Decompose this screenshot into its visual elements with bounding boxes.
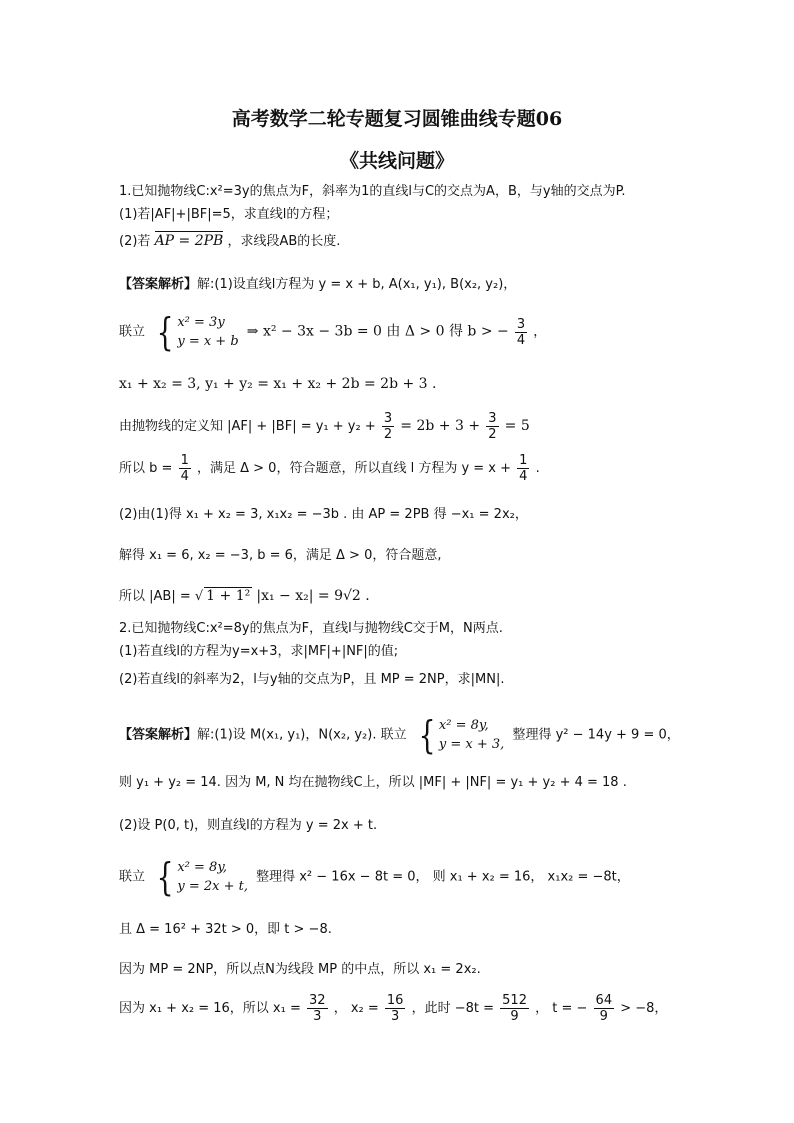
fraction [515,317,527,348]
fraction [179,453,191,484]
numerator: 3 [383,411,393,426]
answer2-line1 [119,713,680,757]
fraction [307,993,328,1024]
answer1-line4 [119,411,530,442]
answer1-line2 [119,310,547,354]
numerator: 512 [502,993,527,1008]
answer2-text7a: 因为 x₁ + x₂ = 16，所以 x₁ = [119,1001,301,1016]
answer2-line2: 则 y₁ + y₂ = 14. 因为 M, N 均在抛物线C上，所以 |MF| + |NF| = y₁ + y₂ + 4 = 18 . [119,775,627,790]
punctuation: . [535,461,540,476]
answer1-text5a: 所以 b = [119,461,173,476]
answer2-text1b: 整理得 y² − 14y + 9 = 0， [512,727,680,743]
equation-system [153,310,239,354]
problem1-part2-suffix: ，求线段AB的长度. [227,234,341,249]
answer2-line3: (2)设 P(0, t)，则直线l的方程为 y = 2x + t. [119,818,378,833]
answer1-line8 [119,585,370,604]
answer1-line1 [119,273,516,292]
answer1-text2: ⇒ x² − 3x − 3b = 0 由 Δ > 0 得 b > − [246,323,509,340]
fraction [500,993,529,1024]
problem2-part2: (2)若直线l的斜率为2，l与y轴的交点为P，且 MP = 2NP，求|MN|. [119,672,505,687]
numerator: 1 [180,453,189,468]
answer2-text1a: 解:(1)设 M(x₁, y₁)，N(x₂, y₂). 联立 [197,727,407,743]
answer2-text7c: ，此时 −8t = [411,1001,495,1016]
numerator: 32 [309,993,326,1008]
denominator: 3 [391,1009,400,1024]
sqrt-radicand: 1 + 1² [206,588,251,604]
problem1-part2-vector: AP = 2PB [154,233,224,249]
system-row: y = 2x + t, [177,879,248,894]
denominator: 4 [516,332,526,348]
denominator: 2 [383,427,393,442]
numerator: 3 [516,316,526,332]
answer2-line4 [119,855,630,899]
problem1-stem: 1.已知抛物线C:x²=3y的焦点为F，斜率为1的直线l与C的交点为A，B，与y轴的交点为P. [119,184,626,199]
answer2-text4: 整理得 x² − 16x − 8t = 0， 则 x₁ + x₂ = 16， x₁x₂ = −8t， [256,869,630,885]
answer1-text8b: |x₁ − x₂| = 9√2 . [256,588,370,604]
answer1-text4a: 由抛物线的定义知 |AF| + |BF| = y₁ + y₂ + [119,419,376,434]
denominator: 4 [519,469,528,484]
system-row: x² = 3y [177,315,225,330]
answer2-line7 [119,993,667,1024]
denominator: 3 [313,1009,322,1024]
denominator: 4 [180,469,189,484]
answer2-text7d: ， t = − [535,1001,588,1016]
system-row: x² = 8y, [177,860,228,875]
punctuation: ， [533,324,547,340]
problem1-part2-prefix: (2)若 [119,234,151,249]
system-row: y = x + 3, [438,737,505,752]
problem2-stem: 2.已知抛物线C:x²=8y的焦点为F，直线l与抛物线C交于M，N两点. [119,621,503,636]
denominator: 9 [510,1009,519,1024]
brace-icon: { [418,713,436,757]
numerator: 64 [595,993,613,1008]
answer1-line6: (2)由(1)得 x₁ + x₂ = 3, x₁x₂ = −3b . 由 AP = 2PB 得 −x₁ = 2x₂， [119,507,528,522]
answer1-text8a: 所以 |AB| = [119,589,191,604]
problem1-part1: (1)若|AF|+|BF|=5，求直线l的方程； [119,207,339,222]
answer1-line5 [119,453,540,484]
system-prefix: 联立 [119,869,146,885]
system-row: x² = 8y, [438,718,489,733]
fraction [594,993,615,1024]
fraction [517,453,529,484]
numerator: 16 [386,993,404,1008]
numerator: 3 [488,411,497,426]
answer2-line6: 因为 MP = 2NP，所以点N为线段 MP 的中点，所以 x₁ = 2x₂. [119,962,481,977]
page-title: 高考数学二轮专题复习圆锥曲线专题06 [231,108,563,130]
system-row: y = x + b [177,334,239,349]
sqrt-icon: √ [194,589,204,604]
fraction [382,411,394,442]
numerator: 1 [519,453,528,468]
answer1-text4b: = 2b + 3 + [400,418,481,434]
brace-icon: { [156,310,174,354]
answer2-text7b: ， x₂ = [333,1001,379,1016]
equation-system [415,713,505,757]
denominator: 2 [488,427,497,442]
answer1-line7: 解得 x₁ = 6, x₂ = −3, b = 6，满足 Δ > 0，符合题意, [119,548,442,563]
answer2-line5: 且 Δ = 16² + 32t > 0，即 t > −8. [119,922,332,937]
fraction [385,993,406,1024]
answer-label: 【答案解析】 [119,727,198,743]
equation-system [153,855,248,899]
page-subtitle: 《共线问题》 [339,150,454,172]
answer1-line3: x₁ + x₂ = 3, y₁ + y₂ = x₁ + x₂ + 2b = 2b + 3 . [119,376,437,392]
problem2-part1: (1)若直线l的方程为y=x+3，求|MF|+|NF|的值; [119,644,399,659]
fraction [486,411,498,442]
answer1-text4c: = 5 [504,418,530,434]
answer1-text5b: ，满足 Δ > 0，符合题意，所以直线 l 方程为 y = x + [196,461,512,476]
system-prefix: 联立 [119,324,146,340]
answer1-text1: 解:(1)设直线l方程为 y = x + b, A(x₁, y₁), B(x₂, y₂)， [197,277,517,292]
denominator: 9 [599,1009,608,1024]
problem1-part2 [119,230,340,249]
answer2-text7e: > −8， [620,1001,668,1016]
answer-label: 【答案解析】 [119,277,198,292]
brace-icon: { [156,855,174,899]
